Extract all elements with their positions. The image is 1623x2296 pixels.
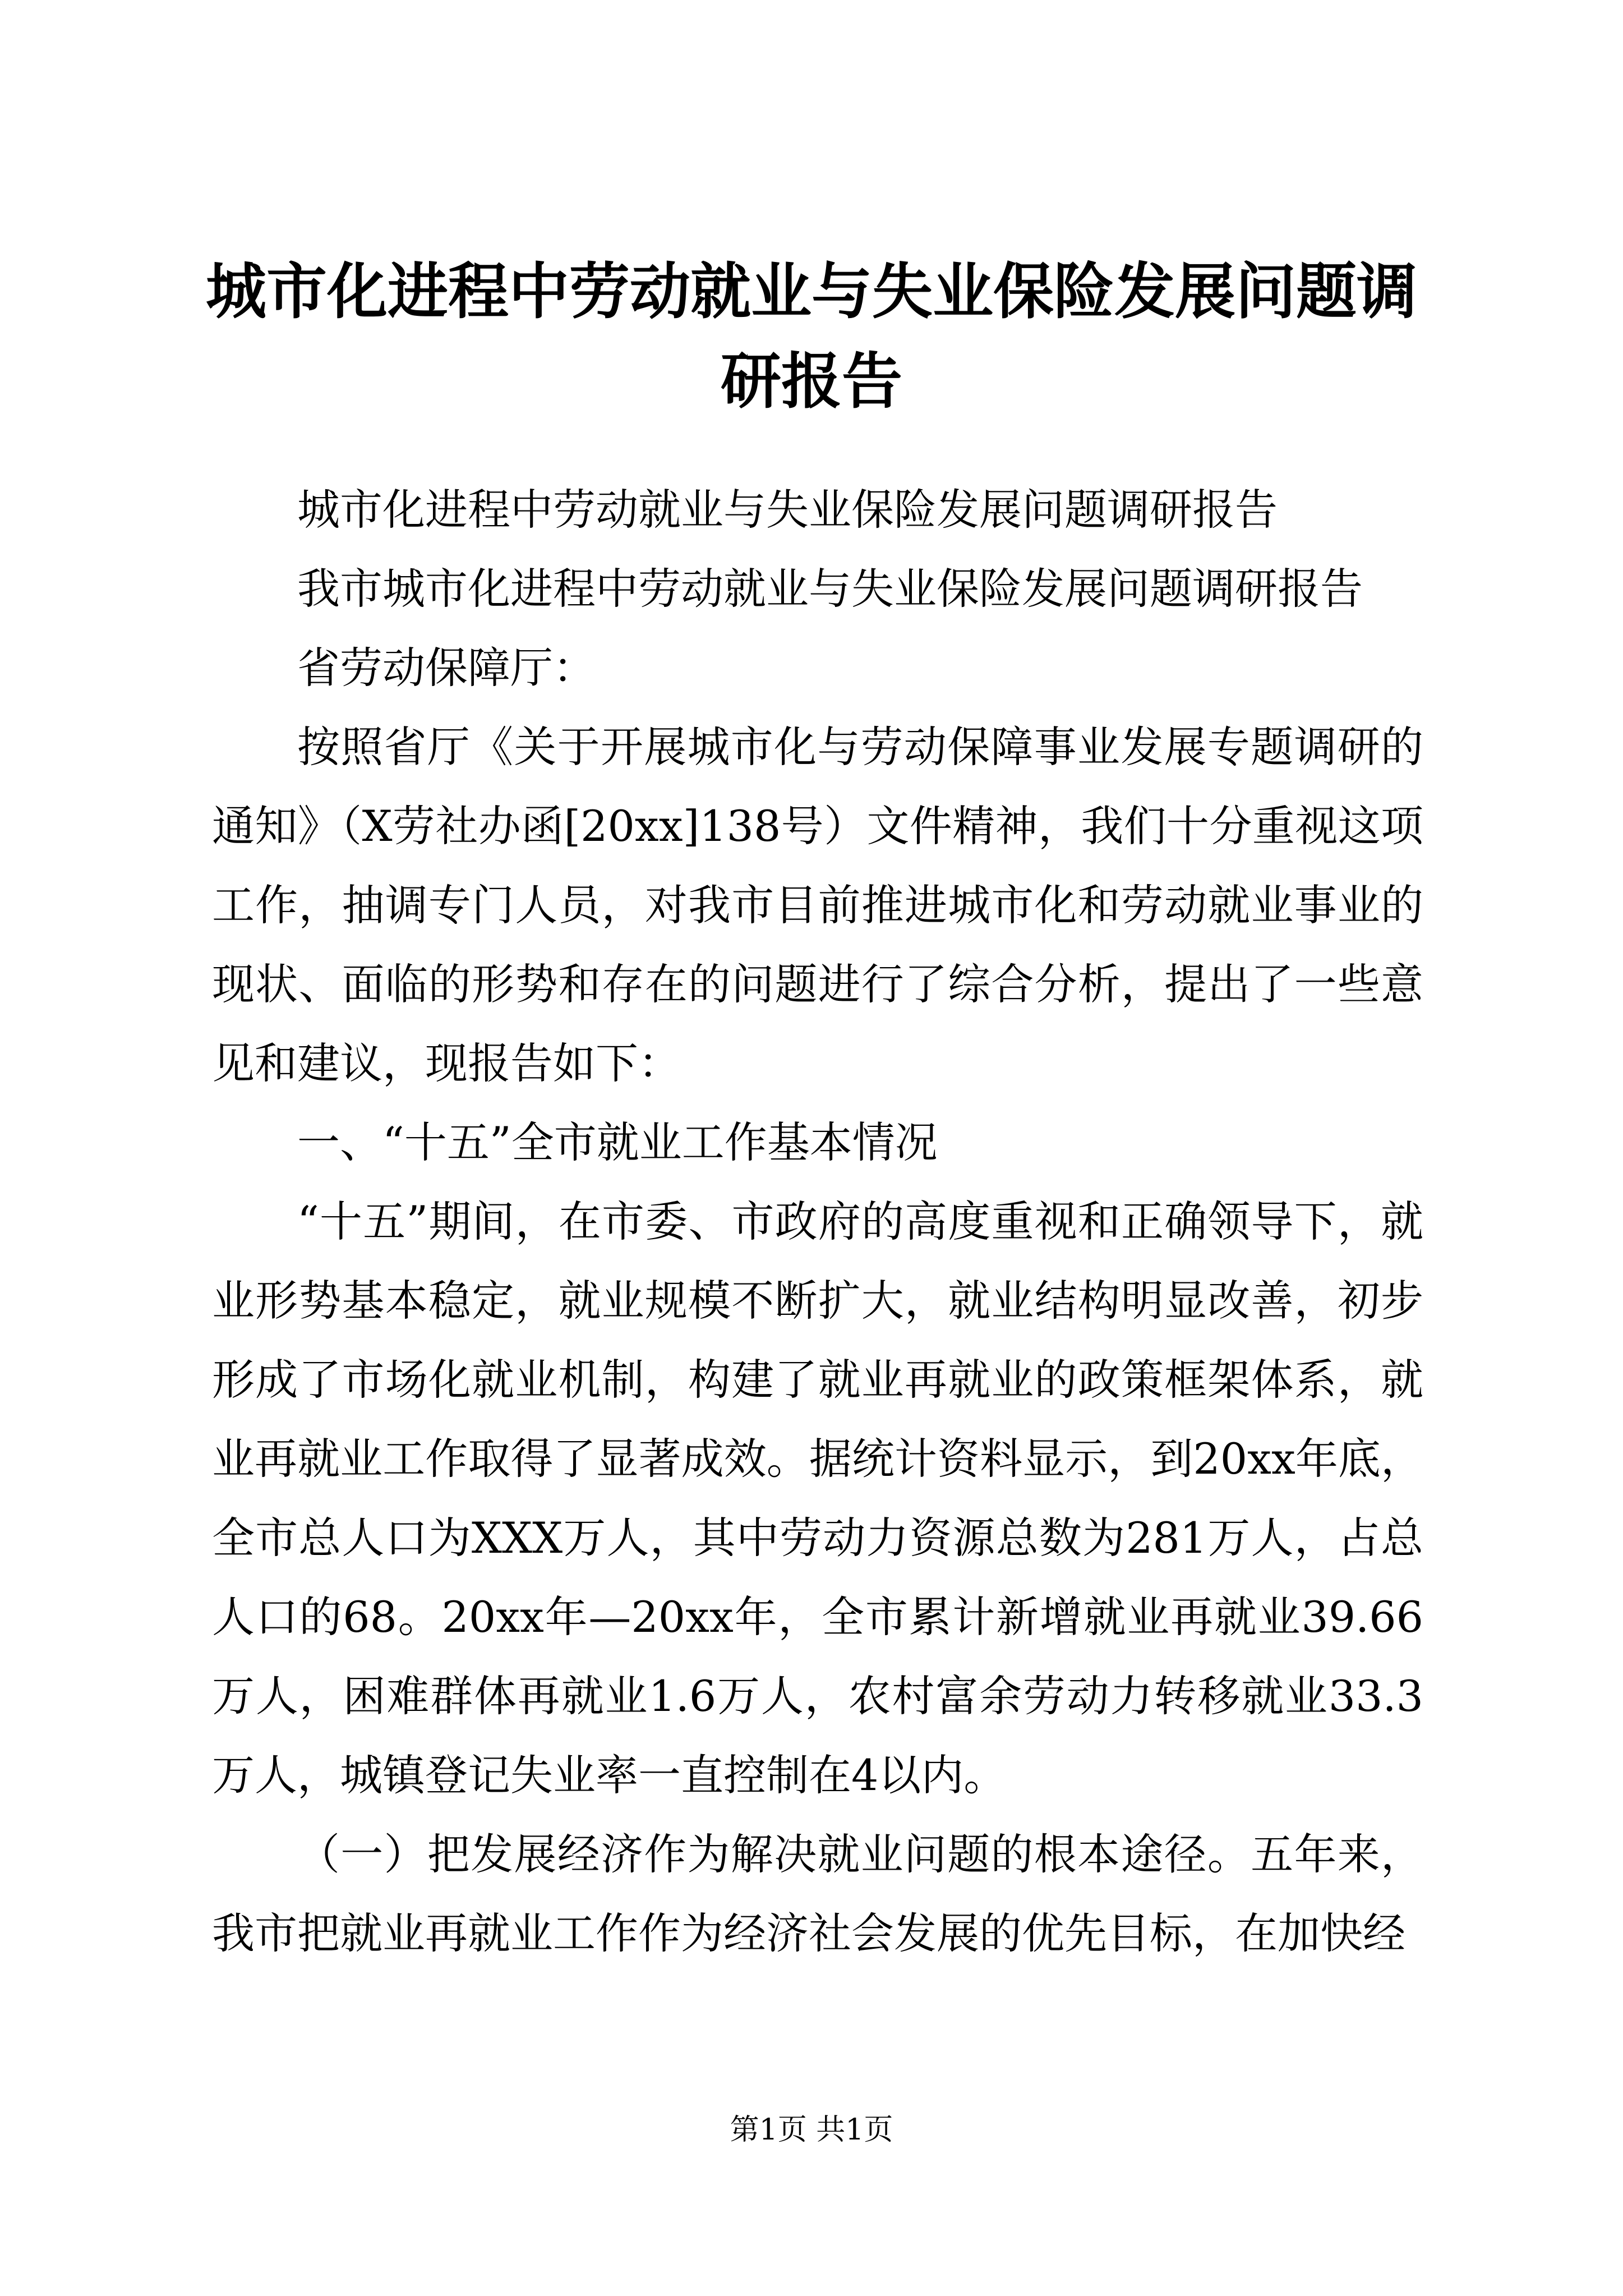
document-body [212, 470, 1423, 1973]
document-title: 城市化进程中劳动就业与失业保险发展问题调研报告 [205, 256, 1417, 417]
paragraph-report-heading: 我市城市化进程中劳动就业与失业保险发展问题调研报告 [297, 564, 1363, 614]
paragraph-introduction: 按照省厅《关于开展城市化与劳动保障事业发展专题调研的通知》（X劳社办函[20xx]138号）文件精神，我们十分重视这项工作，抽调专门人员，对我市目前推进城市化和劳动就业事业的现状、面临的形势和存在的问题进行了综合分析，提出了一些意见和建议，现报告如下： [212, 722, 1423, 1088]
paragraph-addressee: 省劳动保障厅： [297, 643, 596, 693]
paragraph-subsection-1: （一）把发展经济作为解决就业问题的根本途径。五年来，我市把就业再就业工作作为经济社会发展的优先目标，在加快经 [212, 1829, 1423, 1958]
paragraph-subtitle: 城市化进程中劳动就业与失业保险发展问题调研报告 [297, 485, 1278, 535]
page-footer: 第1页 共1页 [730, 2113, 893, 2147]
section-heading-1: 一、“十五”全市就业工作基本情况 [297, 1117, 938, 1167]
paragraph-overview: “十五”期间，在市委、市政府的高度重视和正确领导下，就业形势基本稳定，就业规模不断扩大，就业结构明显改善，初步形成了市场化就业机制，构建了就业再就业的政策框架体系，就业再就业工作取得了显著成效。据统计资料显示，到20xx年底，全市总人口为XXX万人，其中劳动力资源总数为281万人，占总人口的68。20xx年—20xx年，全市累计新增就业再就业39.66万人，困难群体再就业1.6万人，农村富余劳动力转移就业33.3万人，城镇登记失业率一直控制在4以内。 [212, 1197, 1423, 1800]
